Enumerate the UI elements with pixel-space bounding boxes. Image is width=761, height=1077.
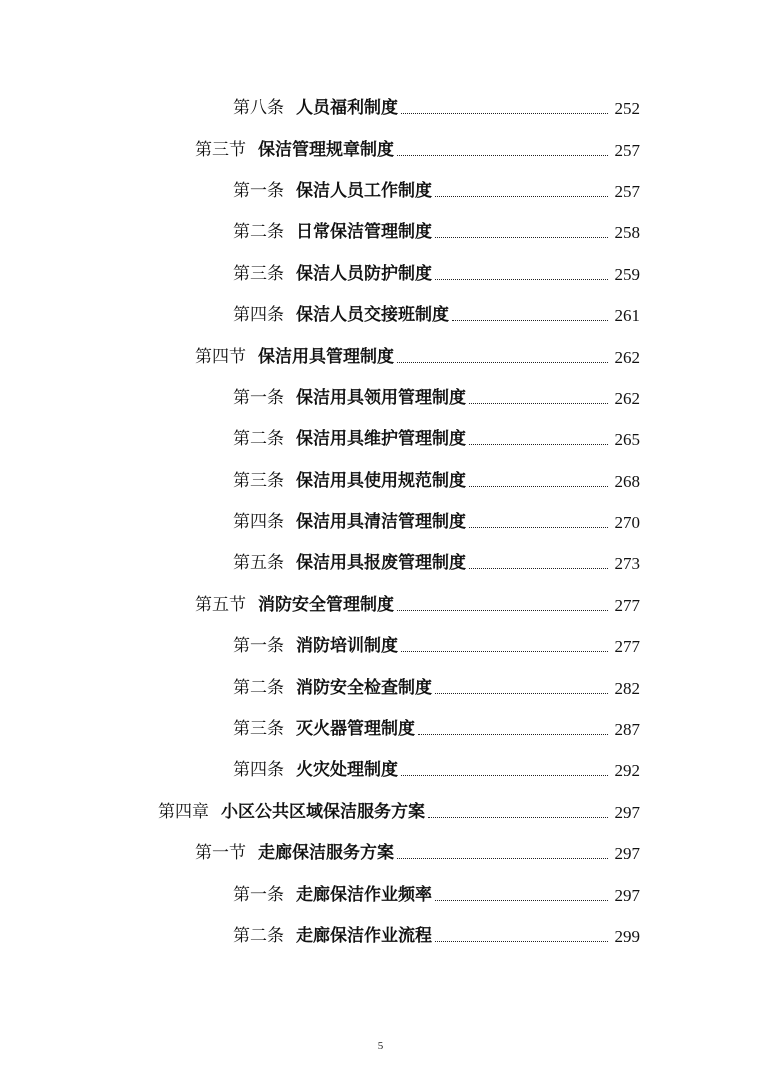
toc-entry-page: 261 — [614, 306, 640, 326]
toc-entry[interactable] — [0, 378, 761, 419]
toc-entry[interactable] — [0, 88, 761, 129]
toc-entry-title: 火灾处理制度 — [296, 760, 398, 781]
toc-entry-number: 第二条 — [233, 926, 284, 946]
toc-entry-title: 保洁用具维护管理制度 — [296, 429, 466, 450]
toc-entry-title: 走廊保洁服务方案 — [258, 843, 394, 864]
toc-entry-title: 保洁人员交接班制度 — [296, 305, 449, 326]
toc-entry-title: 保洁用具报废管理制度 — [296, 553, 466, 574]
toc-entry[interactable] — [0, 212, 761, 253]
toc-entry-page: 297 — [614, 885, 640, 905]
toc-entry[interactable] — [0, 543, 761, 584]
dot-leader — [435, 196, 608, 197]
toc-entry-page: 273 — [614, 554, 640, 574]
toc-entry-title: 灭火器管理制度 — [296, 719, 415, 740]
toc-entry-page: 297 — [614, 844, 640, 864]
dot-leader — [435, 941, 608, 942]
toc-entry-page: 259 — [614, 264, 640, 284]
toc-entry-number: 第一条 — [233, 884, 284, 905]
toc-entry-title: 走廊保洁作业流程 — [296, 926, 432, 946]
toc-entry[interactable] — [0, 254, 761, 295]
toc-entry-number: 第八条 — [233, 98, 284, 119]
toc-entry[interactable] — [0, 750, 761, 791]
toc-entry-page: 262 — [614, 388, 640, 408]
dot-leader — [435, 279, 608, 280]
toc-entry-title: 日常保洁管理制度 — [296, 222, 432, 243]
toc-entry-number: 第四条 — [233, 760, 284, 781]
toc-entry-number: 第四节 — [195, 346, 246, 367]
toc-entry[interactable] — [0, 419, 761, 460]
toc-entry-number: 第一条 — [233, 636, 284, 657]
toc-entry[interactable] — [0, 502, 761, 543]
toc-entry-number: 第一节 — [195, 843, 246, 864]
toc-entry-number: 第四条 — [233, 512, 284, 533]
toc-entry[interactable] — [0, 336, 761, 377]
dot-leader — [397, 362, 608, 363]
dot-leader — [418, 734, 608, 735]
dot-leader — [401, 775, 608, 776]
toc-entry[interactable] — [0, 171, 761, 212]
dot-leader — [435, 237, 608, 238]
toc-entry-page: 282 — [614, 678, 640, 698]
dot-leader — [397, 610, 608, 611]
toc-entry-number: 第五条 — [233, 553, 284, 574]
dot-leader — [469, 568, 608, 569]
toc-entry[interactable] — [0, 129, 761, 170]
toc-entry-page: 270 — [614, 513, 640, 533]
toc-entry-number: 第三条 — [233, 470, 284, 491]
toc-entry-page: 299 — [614, 927, 640, 946]
toc-entry[interactable] — [0, 585, 761, 626]
dot-leader — [401, 651, 608, 652]
toc-entry-page: 265 — [614, 430, 640, 450]
toc-entry-title: 走廊保洁作业频率 — [296, 884, 432, 905]
toc-entry-title: 消防培训制度 — [296, 636, 398, 657]
dot-leader — [428, 817, 608, 818]
toc-entry-title: 消防安全管理制度 — [258, 594, 394, 615]
toc-entry[interactable] — [0, 709, 761, 750]
table-of-contents — [0, 88, 761, 957]
toc-entry-page: 292 — [614, 761, 640, 781]
toc-entry-number: 第二条 — [233, 429, 284, 450]
toc-entry-number: 第一条 — [233, 387, 284, 408]
toc-entry-number: 第四条 — [233, 305, 284, 326]
toc-entry-page: 257 — [614, 181, 640, 201]
toc-entry[interactable] — [0, 874, 761, 915]
toc-entry-title: 消防安全检查制度 — [296, 677, 432, 698]
toc-entry-title: 小区公共区域保洁服务方案 — [221, 801, 425, 822]
dot-leader — [397, 155, 608, 156]
dot-leader — [469, 486, 608, 487]
dot-leader — [452, 320, 608, 321]
toc-entry-title: 保洁用具领用管理制度 — [296, 387, 466, 408]
page-number: 5 — [377, 1040, 384, 1052]
toc-entry-page: 277 — [614, 595, 640, 615]
toc-entry-number: 第三条 — [233, 719, 284, 740]
toc-entry-number: 第五节 — [195, 594, 246, 615]
dot-leader — [469, 403, 608, 404]
toc-entry-title: 保洁用具管理制度 — [258, 346, 394, 367]
toc-entry[interactable] — [0, 792, 761, 833]
toc-entry-title: 保洁人员防护制度 — [296, 263, 432, 284]
dot-leader — [469, 444, 608, 445]
toc-entry-title: 保洁管理规章制度 — [258, 139, 394, 160]
toc-entry[interactable] — [0, 667, 761, 708]
dot-leader — [469, 527, 608, 528]
toc-entry-title: 保洁人员工作制度 — [296, 180, 432, 201]
toc-entry-number: 第三条 — [233, 263, 284, 284]
dot-leader — [435, 693, 608, 694]
toc-entry-number: 第一条 — [233, 180, 284, 201]
toc-entry-number: 第二条 — [233, 677, 284, 698]
toc-entry[interactable] — [0, 916, 761, 957]
toc-entry-page: 268 — [614, 471, 640, 491]
toc-entry-page: 252 — [614, 99, 640, 119]
toc-entry-number: 第三节 — [195, 139, 246, 160]
toc-entry-page: 297 — [614, 802, 640, 822]
toc-entry-page: 277 — [614, 637, 640, 657]
toc-entry-page: 257 — [614, 140, 640, 160]
toc-entry[interactable] — [0, 626, 761, 667]
toc-entry-page: 258 — [614, 223, 640, 243]
toc-entry-title: 保洁用具清洁管理制度 — [296, 512, 466, 533]
toc-entry-page: 262 — [614, 347, 640, 367]
toc-entry-title: 保洁用具使用规范制度 — [296, 470, 466, 491]
toc-entry[interactable] — [0, 833, 761, 874]
toc-entry-number: 第二条 — [233, 222, 284, 243]
toc-entry-title: 人员福利制度 — [296, 98, 398, 119]
toc-entry-number: 第四章 — [158, 801, 209, 822]
toc-entry-page: 287 — [614, 720, 640, 740]
dot-leader — [401, 113, 608, 114]
dot-leader — [435, 900, 608, 901]
toc-entry[interactable] — [0, 295, 761, 336]
toc-entry[interactable] — [0, 461, 761, 502]
dot-leader — [397, 858, 608, 859]
